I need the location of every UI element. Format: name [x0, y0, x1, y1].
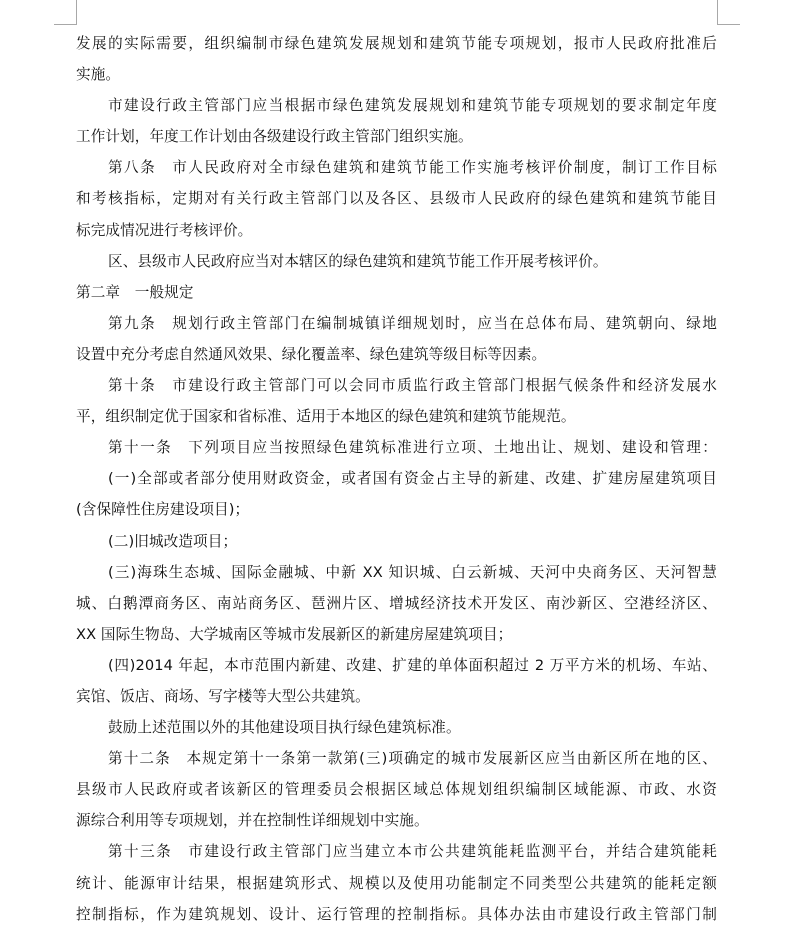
text-line: 统计、能源审计结果，根据建筑形式、规模以及使用功能制定不同类型公共建筑的能耗定额	[76, 874, 717, 892]
text-line: XX 国际生物岛、大学城南区等城市发展新区的新建房屋建筑项目；	[76, 625, 513, 643]
page-corner-mark-right	[717, 0, 740, 25]
text-line: (四)2014 年起，本市范围内新建、改建、扩建的单体面积超过 2 万平方米的机场、车站、	[108, 656, 717, 674]
text-line: 设置中充分考虑自然通风效果、绿化覆盖率、绿色建筑等级目标等因素。	[76, 345, 547, 363]
text-line: (含保障性住房建设项目)；	[76, 501, 250, 519]
text-line: 城、白鹅潭商务区、南站商务区、琶洲片区、增城经济技术开发区、南沙新区、空港经济区、	[76, 594, 717, 612]
text-line: (二)旧城改造项目；	[108, 532, 238, 550]
text-line: 平，组织制定优于国家和省标准、适用于本地区的绿色建筑和建筑节能规范。	[76, 408, 576, 426]
text-line: 第十二条 本规定第十一条第一款第(三)项确定的城市发展新区应当由新区所在地的区、	[108, 750, 717, 768]
page-corner-mark-left	[54, 0, 77, 25]
text-line: (一)全部或者部分使用财政资金，或者国有资金占主导的新建、改建、扩建房屋建筑项目	[108, 470, 717, 488]
text-line: (三)海珠生态城、国际金融城、中新 XX 知识城、白云新城、天河中央商务区、天河智慧	[108, 563, 717, 581]
text-line: 标完成情况进行考核评价。	[76, 221, 253, 239]
text-line: 宾馆、饭店、商场、写字楼等大型公共建筑。	[76, 687, 370, 705]
text-line: 鼓励上述范围以外的其他建设项目执行绿色建筑标准。	[108, 719, 461, 737]
text-line: 第十一条 下列项目应当按照绿色建筑标准进行立项、土地出让、规划、建设和管理：	[108, 439, 717, 457]
text-line: 控制指标，作为建筑规划、设计、运行管理的控制指标。具体办法由市建设行政主管部门制	[76, 905, 717, 923]
document-body[interactable]	[76, 28, 717, 930]
text-line: 和考核指标，定期对有关行政主管部门以及各区、县级市人民政府的绿色建筑和建筑节能目	[76, 190, 717, 208]
text-line: 区、县级市人民政府应当对本辖区的绿色建筑和建筑节能工作开展考核评价。	[108, 252, 608, 270]
text-line: 第九条 规划行政主管部门在编制城镇详细规划时，应当在总体布局、建筑朝向、绿地	[108, 314, 717, 332]
text-line: 第十三条 市建设行政主管部门应当建立本市公共建筑能耗监测平台，并结合建筑能耗	[108, 843, 717, 861]
text-line: 第八条 市人民政府对全市绿色建筑和建筑节能工作实施考核评价制度，制订工作目标	[108, 159, 717, 177]
text-line: 发展的实际需要，组织编制市绿色建筑发展规划和建筑节能专项规划，报市人民政府批准后	[76, 35, 717, 52]
text-line: 工作计划，年度工作计划由各级建设行政主管部门组织实施。	[76, 128, 473, 146]
chapter-heading: 第二章 一般规定	[76, 283, 194, 301]
text-line: 市建设行政主管部门应当根据市绿色建筑发展规划和建筑节能专项规划的要求制定年度	[108, 97, 717, 115]
text-line: 县级市人民政府或者该新区的管理委员会根据区域总体规划组织编制区域能源、市政、水资	[76, 781, 717, 799]
text-line: 实施。	[76, 66, 121, 84]
text-line: 第十条 市建设行政主管部门可以会同市质监行政主管部门根据气候条件和经济发展水	[108, 377, 717, 395]
text-line: 源综合利用等专项规划，并在控制性详细规划中实施。	[76, 812, 429, 830]
